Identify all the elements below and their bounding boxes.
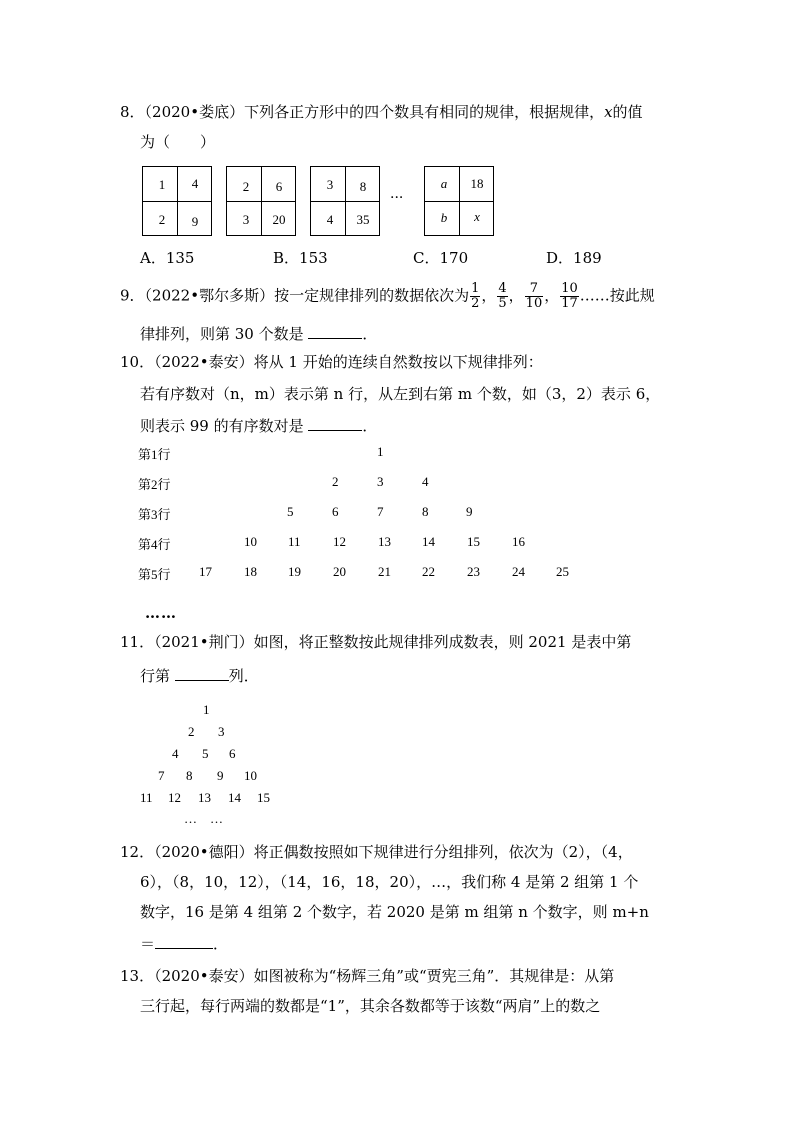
q10-number: 25 [556,564,569,579]
q10-row-label: 第5行 [138,567,171,582]
q11-ellipsis: … … [184,811,224,826]
q8-square-cell: 20 [272,212,286,227]
q11-stem-line1: 11．（2021•荆门）如图，将正整数按此规律排列成数表，则 2021 是表中第 [120,633,632,651]
q8-square-1 [142,166,212,236]
q10-number: 19 [288,564,301,579]
q10-row-label: 第1行 [138,447,171,462]
q10-number: 1 [377,444,384,459]
q11-number: 4 [172,746,179,761]
q10-row-label: 第4行 [138,537,171,552]
q11-stem-line2: 行第 列． [140,664,259,686]
q10-number: 4 [422,474,429,489]
q9-fraction: $\frac{4}{5}$ [498,281,507,311]
q11-answer-blank[interactable] [175,664,229,681]
q9-answer-blank[interactable] [308,322,362,339]
q8-square-cell: 18 [470,176,484,191]
q13-stem-line2: 三行起，每行两端的数都是“1”，其余各数都等于该数“两肩”上的数之 [140,997,601,1015]
q11-number: 7 [158,768,165,783]
q10-number: 12 [333,534,346,549]
q11-number: 3 [218,724,225,739]
q11-number: 1 [203,702,210,717]
q12-answer-blank[interactable] [155,932,213,949]
q10-stem-line2: 若有序数对（n，m）表示第 n 行，从左到右第 m 个数，如（3，2）表示 6， [140,385,661,403]
q12-stem-line2: 6），（8，10，12），（14，16，18，20），…，我们称 4 是第 2 组第 1 个 [140,873,639,891]
q8-square-cell: 2 [158,212,166,227]
q8-option-b[interactable]: B．153 [273,249,328,267]
q10-number: 11 [288,534,301,549]
q10-number: 5 [287,504,294,519]
q8-square-cell: 9 [191,214,199,229]
q10-number: 6 [332,504,339,519]
q9-stem-line2: 律排列，则第 30 个数是 ． [140,322,377,344]
q10-number: 15 [467,534,480,549]
q10-number: 18 [244,564,257,579]
q10-number: 17 [199,564,212,579]
q10-number: 9 [466,504,473,519]
q10-number: 22 [422,564,435,579]
q10-number: 7 [377,504,384,519]
q10-number: 3 [377,474,384,489]
q11-number: 9 [217,768,224,783]
q10-stem-line1: 10．（2022•泰安）将从 1 开始的连续自然数按以下规律排列： [120,353,543,371]
q8-square-cell: b [440,210,448,225]
q11-number: 11 [140,790,153,805]
q10-number: 2 [332,474,339,489]
q8-square-cell: x [474,209,480,224]
q10-row-label: 第3行 [138,507,171,522]
q10-number: 13 [378,534,391,549]
q11-number: 12 [168,790,181,805]
q8-stem-line2: 为（ ） [140,133,216,151]
q8-square-cell: 4 [191,176,199,191]
q12-stem-line3: 数字，16 是第 4 组第 2 个数字，若 2020 是第 m 组第 n 个数字，则 m+n [140,903,649,921]
q10-number: 10 [244,534,257,549]
q10-number: 23 [467,564,480,579]
q8-square-cell: 1 [158,177,166,192]
q13-stem-line1: 13．（2020•泰安）如图被称为“杨辉三角”或“贾宪三角”．其规律是：从第 [120,967,615,985]
q9-fraction: $\frac{1}{2}$ [471,281,480,311]
q11-number: 2 [188,724,195,739]
q8-square-cell: 35 [356,212,370,227]
q10-number: 14 [422,534,435,549]
q8-square-cell: 3 [242,212,250,227]
q10-number: 24 [512,564,525,579]
q12-stem-line4: ＝ ． [140,932,228,954]
q11-number: 13 [198,790,211,805]
q8-square-cell: a [440,176,448,191]
q8-option-c[interactable]: C．170 [413,249,469,267]
q9-stem-line1: 9．（2022•鄂尔多斯）按一定规律排列的数据依次为 $\frac{1}{2}$ ， $\frac{4}{5}$ ， $\frac{7}{10}$ ， $\frac{10}{17}$ ……按此规 [120,281,655,311]
q8-ellipsis: ··· [390,190,404,206]
q8-stem-line1: 8．（2020•娄底）下列各正方形中的四个数具有相同的规律，根据规律，x的值 [120,103,643,121]
q9-fraction: $\frac{7}{10}$ [525,281,543,311]
q8-square-cell: 2 [242,179,250,194]
q10-answer-blank[interactable] [308,414,362,431]
q12-stem-line1: 12．（2020•德阳）将正偶数按照如下规律进行分组排列，依次为（2），（4， [120,843,633,861]
q8-square-cell: 4 [326,212,334,227]
q11-number: 5 [202,746,209,761]
q8-square-2 [226,166,296,236]
q8-square-cell: 6 [275,179,283,194]
q10-stem-line3: 则表示 99 的有序数对是 ． [140,414,377,436]
q11-number: 14 [228,790,241,805]
q11-number: 15 [257,790,270,805]
q10-row-label: 第2行 [138,477,171,492]
q11-number: 10 [244,768,257,783]
q8-option-a[interactable]: A．135 [140,249,195,267]
q8-square-cell: 8 [359,179,367,194]
q10-number: 8 [422,504,429,519]
q10-number: 21 [378,564,391,579]
q10-number: 16 [512,534,525,549]
q8-square-3 [310,166,380,236]
q8-square-unknown [424,166,494,236]
q11-number: 8 [186,768,193,783]
q8-square-cell: 3 [326,177,334,192]
q10-number: 20 [333,564,346,579]
q10-ellipsis: …… [145,604,177,622]
q11-number: 6 [229,746,236,761]
q9-fraction: $\frac{10}{17}$ [561,281,578,311]
q8-option-d[interactable]: D．189 [546,249,602,267]
